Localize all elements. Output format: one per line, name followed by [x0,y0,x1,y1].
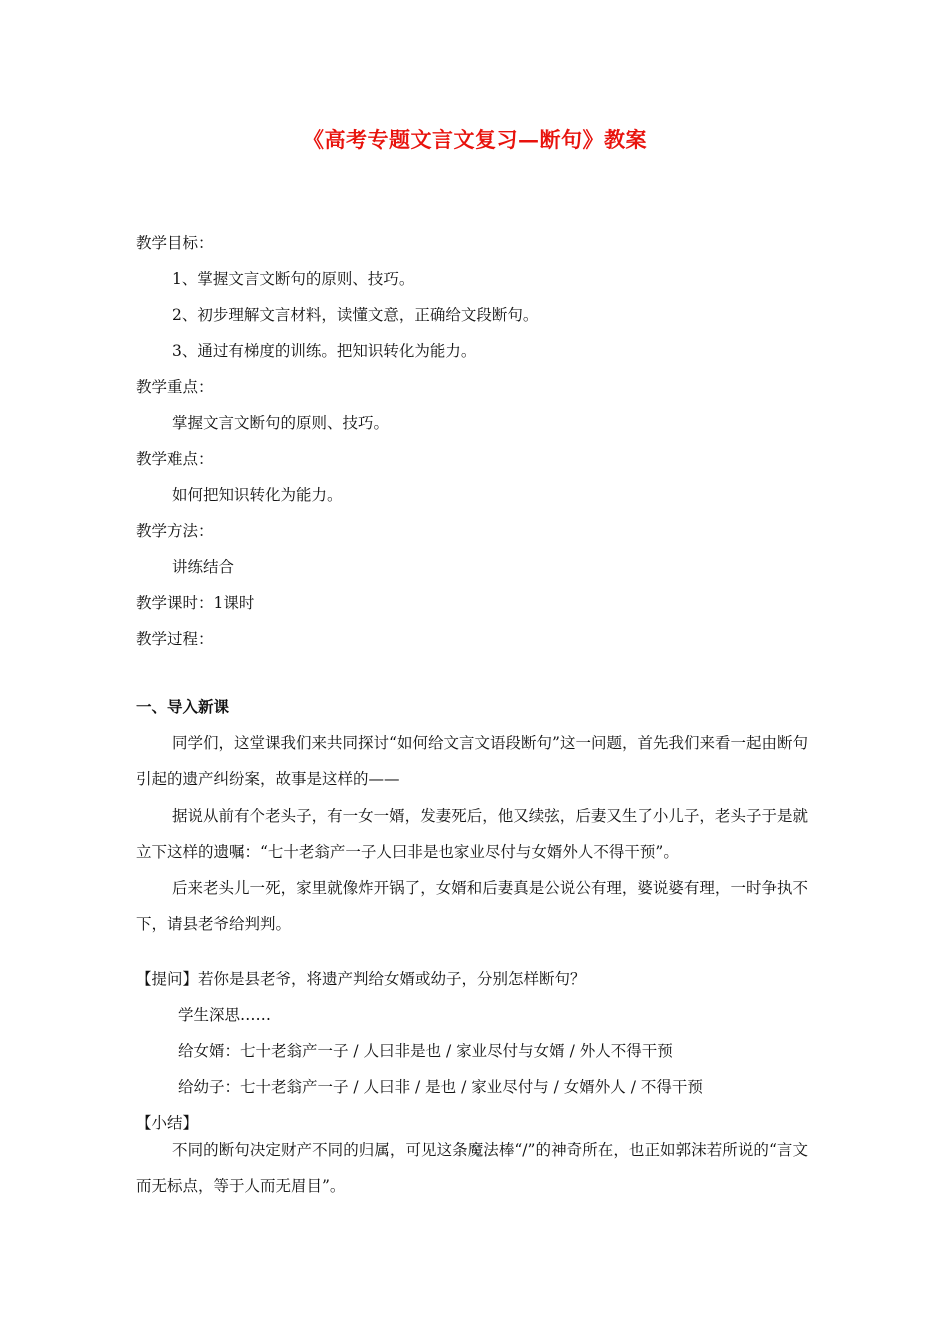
summary-heading: 【小结】 [136,1114,199,1132]
key-points-heading: 教学重点： [136,378,214,396]
objectives-heading: 教学目标： [136,234,214,252]
objective-item-2: 2、初步理解文言材料，读懂文意，正确给文段断句。 [172,306,539,324]
question-line: 【提问】若你是县老爷，将遗产判给女婿或幼子，分别怎样断句？ [136,970,586,988]
methods-text: 讲练结合 [172,558,235,576]
thinking-line: 学生深思…… [178,1006,272,1024]
intro-paragraph: 同学们，这堂课我们来共同探讨“如何给文言文语段断句”这一问题，首先我们来看一起由断句引起的遗产纠纷案，故事是这样的—— [136,734,808,788]
difficulties-heading: 教学难点： [136,450,214,468]
story-paragraph: 据说从前有个老头子，有一女一婿，发妻死后，他又续弦，后妻又生了小儿子，老头子于是就立下这样的遗嘱：“七十老翁产一子人曰非是也家业尽付与女婿外人不得干预”。 [136,807,808,861]
methods-heading: 教学方法： [136,522,214,540]
process-heading: 教学过程： [136,630,214,648]
objective-item-1: 1、掌握文言文断句的原则、技巧。 [172,270,415,288]
class-hours: 教学课时：1课时 [136,594,255,612]
difficulties-text: 如何把知识转化为能力。 [172,486,343,504]
dispute-paragraph: 后来老头儿一死，家里就像炸开锅了，女婿和后妻真是公说公有理，婆说婆有理，一时争执不下，请县老爷给判判。 [136,879,808,933]
summary-paragraph: 不同的断句决定财产不同的归属，可见这条魔法棒“/”的神奇所在，也正如郭沫若所说的“言文而无标点，等于人而无眉目”。 [136,1141,808,1195]
document-title: 《高考专题文言文复习—断句》教案 [303,127,647,152]
answer-son: 给幼子：七十老翁产一子 / 人曰非 / 是也 / 家业尽付与 / 女婿外人 / 不得干预 [178,1078,703,1096]
answer-son-in-law: 给女婿：七十老翁产一子 / 人曰非是也 / 家业尽付与女婿 / 外人不得干预 [178,1042,673,1060]
objective-item-3: 3、通过有梯度的训练。把知识转化为能力。 [172,342,477,360]
key-points-text: 掌握文言文断句的原则、技巧。 [172,414,390,432]
section1-heading: 一、导入新课 [136,697,230,716]
